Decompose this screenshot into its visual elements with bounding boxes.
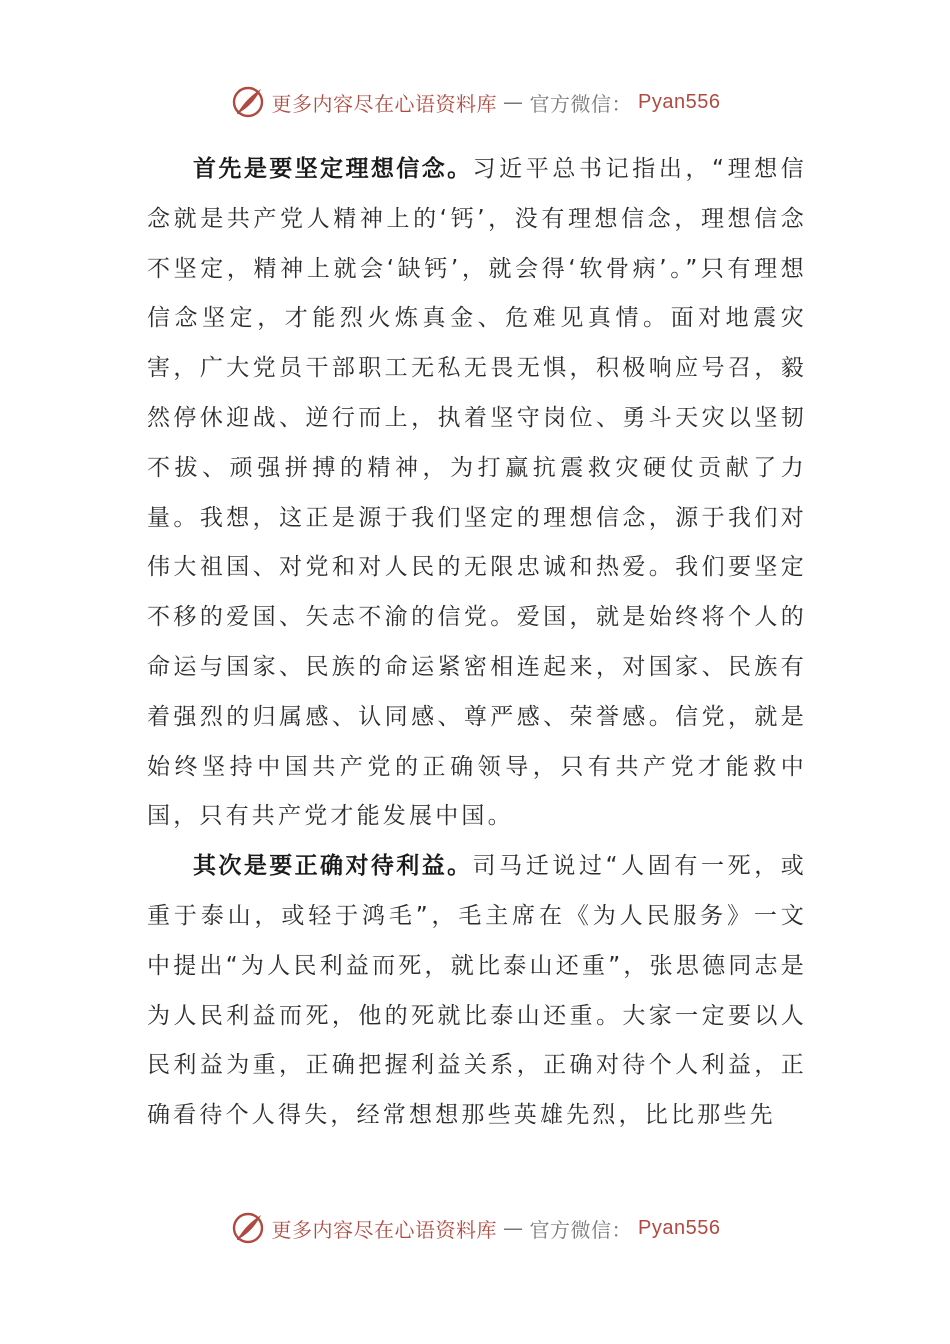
header-dash: — (503, 90, 524, 114)
quill-seal-icon (230, 1210, 266, 1246)
header-brand-text: 更多内容尽在心语资料库 (271, 91, 498, 116)
paragraph-interests-text: 司马迁说过“人固有一死，或重于泰山，或轻于鸿毛”，毛主席在《为人民服务》一文中提出“为人民利益而死，就比泰山还重”，张思德同志是为人民利益而死，他的死就比泰山还重。大家一定要以人民利益为重，正确把握利益关系，正确对待个人利益，正确看待个人得失，经常想想那些英雄先烈，比比那些先 (147, 853, 808, 1129)
footer-wechat-label: 官方微信： (529, 1217, 633, 1242)
paragraph-ideals-text: 习近平总书记指出，“理想信念就是共产党人精神上的‘钙’，没有理想信念，理想信念不坚定，精神上就会‘缺钙’，就会得‘软骨病’。”只有理想信念坚定，才能烈火炼真金、危难见真情。面对地震灾害，广大党员干部职工无私无畏无惧，积极响应号召，毅然停休迎战、逆行而上，执着坚守岗位、勇斗天灾以坚韧不拔、顽强拼搏的精神，为打赢抗震救灾硬仗贡献了力量。我想，这正是源于我们坚定的理想信念，源于我们对伟大祖国、对党和对人民的无限忠诚和热爱。我们要坚定不移的爱国、矢志不渝的信党。爱国，就是始终将个人的命运与国家、民族的命运紧密相连起来，对国家、民族有着强烈的归属感、认同感、尊严感、荣誉感。信党，就是始终坚持中国共产党的正确领导，只有共产党才能救中国，只有共产党才能发展中国。 (147, 156, 808, 830)
paragraph-ideals-lead: 首先是要坚定理想信念。 (193, 156, 473, 182)
header-wechat-id: Pyan556 (638, 90, 721, 113)
paragraph-interests (147, 842, 807, 1141)
quill-seal-icon (230, 84, 266, 120)
footer-watermark (0, 1208, 950, 1248)
header-wechat-label: 官方微信： (529, 91, 633, 116)
paragraph-interests-lead: 其次是要正确对待利益。 (193, 853, 473, 880)
footer-wechat-id: Pyan556 (638, 1216, 721, 1239)
document-body (147, 145, 807, 1141)
footer-dash: — (503, 1216, 524, 1240)
header-watermark (0, 82, 950, 122)
paragraph-ideals (147, 145, 807, 842)
footer-brand-text: 更多内容尽在心语资料库 (271, 1217, 498, 1242)
